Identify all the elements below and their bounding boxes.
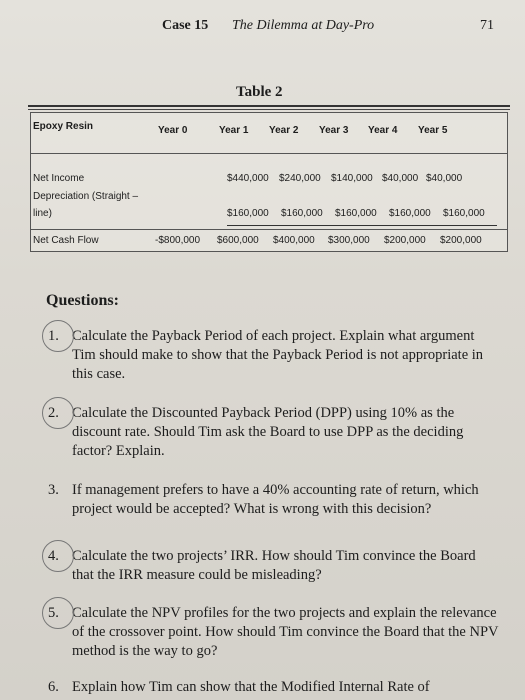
table-cell: $200,000 (440, 235, 482, 246)
case-title: The Dilemma at Day-Pro (232, 18, 375, 33)
year-header: Year 0 (158, 125, 188, 136)
table-cell: $240,000 (279, 173, 321, 184)
question-text: If management prefers to have a 40% accounting rate of return, which project would be accepted? What is wrong with this decision? (72, 482, 479, 517)
question-item (48, 481, 500, 519)
depreciation-label-cont: line) (33, 208, 52, 219)
year-header: Year 2 (269, 125, 299, 136)
questions-heading: Questions: (46, 292, 119, 309)
table-cell: $300,000 (328, 235, 370, 246)
table-cell: -$800,000 (155, 235, 201, 246)
question-number: 4. (48, 548, 59, 564)
table-cell: $440,000 (227, 173, 269, 184)
page-number: 71 (480, 18, 494, 33)
table-cell: $40,000 (382, 173, 419, 184)
question-text: Calculate the two projects’ IRR. How should Tim convince the Board that the IRR measure could be misleading? (72, 548, 476, 583)
table-cell: $160,000 (281, 208, 323, 219)
year-header: Year 1 (219, 125, 249, 136)
cash-flow-table (30, 112, 508, 252)
table-cell: $400,000 (273, 235, 315, 246)
table-cell: $160,000 (389, 208, 431, 219)
net-cash-flow-label: Net Cash Flow (33, 235, 99, 246)
year-header: Year 4 (368, 125, 398, 136)
table-cell: $200,000 (384, 235, 426, 246)
case-number: Case 15 (162, 18, 209, 33)
subtotal-rule (227, 225, 497, 226)
question-item (48, 327, 500, 384)
question-item (48, 678, 500, 697)
table-rule-thin (28, 109, 510, 110)
page-header (0, 18, 525, 38)
cash-flow-divider (31, 229, 507, 230)
question-item (48, 604, 500, 661)
table-cell: $160,000 (335, 208, 377, 219)
depreciation-label: Depreciation (Straight – (33, 191, 139, 202)
question-number: 2. (48, 405, 59, 421)
year-header: Year 5 (418, 125, 448, 136)
table-rule (28, 105, 510, 107)
table-row-header: Epoxy Resin (33, 121, 94, 132)
table-cell: $40,000 (426, 173, 463, 184)
table-cell: $160,000 (227, 208, 269, 219)
question-number: 3. (48, 482, 59, 498)
net-income-label: Net Income (33, 173, 85, 184)
question-item (48, 404, 500, 461)
table-cell: $600,000 (217, 235, 259, 246)
header-divider (31, 153, 507, 154)
table-title: Table 2 (236, 84, 283, 100)
table-cell: $140,000 (331, 173, 373, 184)
year-header: Year 3 (319, 125, 349, 136)
question-number: 5. (48, 605, 59, 621)
question-text: Calculate the NPV profiles for the two projects and explain the relevance of the crossover point. How should Tim convince the Board that the NPV method is the way to go? (72, 605, 499, 659)
question-text: Explain how Tim can show that the Modified Internal Rate of (72, 679, 430, 695)
question-number: 1. (48, 328, 59, 344)
question-text: Calculate the Discounted Payback Period (DPP) using 10% as the discount rate. Should Tim ask the Board to use DPP as the deciding factor? Explain. (72, 405, 464, 459)
question-text: Calculate the Payback Period of each project. Explain what argument Tim should make to show that the Payback Period is not appropriate in this case. (72, 328, 484, 382)
question-item (48, 547, 500, 585)
table-cell: $160,000 (443, 208, 485, 219)
question-number: 6. (48, 679, 59, 695)
